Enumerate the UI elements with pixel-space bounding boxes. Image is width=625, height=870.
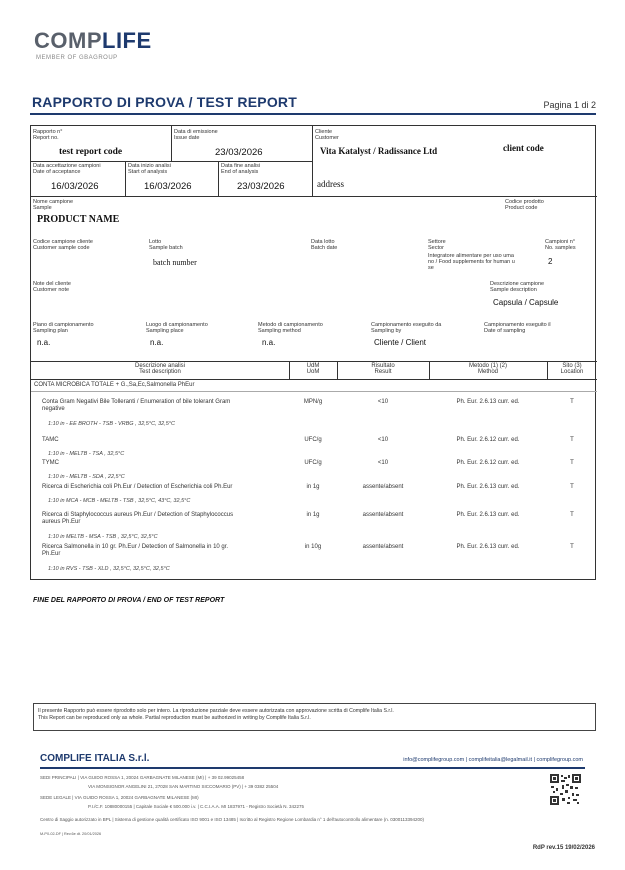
logo-wordmark: COMPLIFE [34, 28, 152, 53]
row-sub-method: 1:10 in MCA - MCB - MELTB - TSB , 32,5°C, 43°C, 32,5°C [48, 498, 191, 504]
table-section: CONTA MICROBICA TOTALE + G.,Sa,Ec,Salmonella PhEur [34, 382, 195, 388]
product-code-label: Codice prodotto Product code [505, 199, 544, 211]
th-method: Metodo (1) (2) Method [468, 363, 507, 375]
row-site: T [570, 460, 574, 466]
row-method: Ph. Eur. 2.6.13 curr. ed. [456, 544, 520, 550]
client-value: Vita Katalyst / Radissance Ltd [320, 146, 438, 156]
row-sub-method: 1:10 in - EE BROTH - TSB - VRBG , 32,5°C, 32,5°C [48, 421, 175, 427]
plan-value: n.a. [37, 338, 51, 347]
sampledby-value: Cliente / Client [374, 338, 427, 347]
sample-desc-label: Descrizione campione Sample description [490, 281, 545, 293]
row-site: T [570, 484, 574, 490]
logo-member-of: MEMBER OF GBAGROUP [36, 55, 118, 61]
row-method: Ph. Eur. 2.6.12 curr. ed. [456, 460, 520, 466]
row-desc: TYMC [42, 460, 59, 466]
row-method: Ph. Eur. 2.6.13 curr. ed. [456, 512, 520, 518]
row-result: <10 [377, 399, 389, 405]
row-desc: Conta Gram Negativi Bile Tolleranti / Enumeration of bile tolerant Gram negative [42, 399, 231, 412]
th-udm: UdM UoM [306, 363, 320, 375]
datesampling-label: Campionamento eseguito il Date of sampling [484, 322, 551, 334]
footer-brand: COMPLIFE ITALIA S.r.l. [40, 753, 150, 764]
row-desc: TAMC [42, 437, 59, 443]
end-label: Data fine analisi End of analysis [221, 163, 261, 175]
product-name-value: PRODUCT NAME [37, 214, 120, 225]
start-label: Data inizio analisi Start of analysis [128, 163, 171, 175]
row-site: T [570, 512, 574, 518]
th-site: Sito (3) Location [560, 363, 584, 375]
disclaimer-en: This Report can be reproduced only as whole. Partial reproduction must be authorized in writing by Complife Italia S.r.l. [38, 715, 311, 721]
method-value: n.a. [262, 338, 276, 347]
th-result: Risultato Result [371, 363, 395, 375]
batch-label: Lotto Sample batch [149, 239, 183, 251]
acceptance-value: 16/03/2026 [51, 181, 99, 192]
footer-line-1: SEDI PRINCIPALI | VIA GUIDO ROSSA 1, 20024 GARBAGNATE MILANESE (MI) | + 39 02.99025458 [40, 775, 245, 780]
footer-line-2: VIA MONSIGNOR ANGELINI 21, 27028 SAN MARTINO SICCOMARIO (PV) | + 39 0382 25504 [88, 784, 279, 789]
row-sub-method: 1:10 in MELTB - MSA - TSB , 32,5°C, 32,5°C [48, 534, 158, 540]
disclaimer-it: Il presente Rapporto può essere riprodotto solo per intero. La riproduzione parziale deve essere autorizzata con approvazione scritta di Complife Italia S.r.l. [38, 708, 394, 714]
qr-code-icon [550, 774, 581, 805]
row-udm: in 1g [306, 512, 320, 518]
footer-contacts[interactable]: info@complifegroup.com | complifeitalia@legalmail.it | complifegroup.com [403, 757, 583, 763]
row-result: assente/absent [362, 512, 404, 518]
sampledby-label: Campionamento eseguito da Sampling by [371, 322, 442, 334]
disclaimer [33, 703, 596, 731]
footer-line-4: P.I./C.F. 10880000155 | Capitale Sociale € 500.000 i.v. | C.C.I.A.A. MI 1837971 - Registro Società N. 342275 [88, 804, 305, 809]
row-udm: UFC/g [304, 460, 322, 466]
row-desc: Ricerca di Escherichia coli Ph.Eur / Detection of Escherichia coli Ph.Eur [42, 484, 233, 490]
page-indicator: Pagina 1 di 2 [543, 100, 596, 110]
row-udm: UFC/g [304, 437, 322, 443]
samples-label: Campioni n° No. samples [545, 239, 576, 251]
row-result: <10 [377, 460, 389, 466]
batch-value: batch number [153, 258, 197, 267]
sector-label: Settore Sector [428, 239, 446, 251]
issue-date-label: Data di emissione Issue date [174, 129, 218, 141]
issue-date-value: 23/03/2026 [215, 147, 263, 158]
report-no-label: Rapporto n° Report no. [33, 129, 63, 141]
report-no-value: test report code [59, 147, 123, 157]
row-method: Ph. Eur. 2.6.13 curr. ed. [456, 399, 520, 405]
sample-label: Nome campione Sample [33, 199, 74, 211]
row-site: T [570, 399, 574, 405]
rdp-revision: RdP rev.15 19/02/2026 [532, 845, 595, 851]
row-udm: in 10g [304, 544, 322, 550]
report-box [30, 125, 596, 580]
row-desc: Ricerca Salmonella in 10 gr. Ph.Eur / Detection of Salmonella in 10 gr. Ph.Eur [42, 544, 229, 557]
acceptance-label: Data accettazione campioni Date of acceptance [33, 163, 101, 175]
complife-logo [34, 20, 174, 68]
row-sub-method: 1:10 in RVS - TSB - XLD , 32,5°C, 32,5°C, 32,5°C [48, 566, 170, 572]
row-result: assente/absent [362, 544, 404, 550]
sector-value: Integratore alimentare per uso uma no / Food supplements for human u se [428, 253, 515, 271]
row-desc: Ricerca di Staphylococcus aureus Ph.Eur / Detection of Staphylococcus aureus Ph.Eur [42, 512, 234, 525]
row-site: T [570, 544, 574, 550]
report-title: RAPPORTO DI PROVA / TEST REPORT [32, 94, 297, 110]
row-result: <10 [377, 437, 389, 443]
place-label: Luogo di campionamento Sampling place [146, 322, 208, 334]
row-sub-method: 1:10 in - MELTB - SDA , 22,5°C [48, 474, 125, 480]
row-method: Ph. Eur. 2.6.12 curr. ed. [456, 437, 520, 443]
method-label: Metodo di campionamento Sampling method [258, 322, 323, 334]
sample-desc-value: Capsula / Capsule [493, 298, 559, 307]
row-udm: MPN/g [303, 399, 323, 405]
row-result: assente/absent [362, 484, 404, 490]
customer-note-label: Note del cliente Customer note [33, 281, 71, 293]
row-udm: in 1g [306, 484, 320, 490]
client-label: Cliente Customer [315, 129, 339, 141]
address-value: address [317, 179, 344, 189]
footer-line-5: Centro di Saggio autorizzato in BPL | Sistema di gestione qualità certificato ISO 9001 e ISO 13485 | Iscritto al Registro Regione Lombardia n° 1 dell'autocontrollo alimentare (n. 0300113394200) [40, 817, 424, 822]
batch-date-label: Data lotto Batch date [311, 239, 338, 251]
th-desc: Descrizione analisi Test description [134, 363, 186, 375]
title-rule [30, 113, 596, 115]
plan-label: Piano di campionamento Sampling plan [33, 322, 94, 334]
footer-line-6: M-P0-02-DF | Rev.6e dt. 20/01/2026 [40, 832, 102, 836]
samples-value: 2 [548, 257, 553, 266]
row-method: Ph. Eur. 2.6.13 curr. ed. [456, 484, 520, 490]
end-value: 23/03/2026 [237, 181, 285, 192]
client-code-value: client code [503, 143, 544, 153]
start-value: 16/03/2026 [144, 181, 192, 192]
row-sub-method: 1:10 in - MELTB - TSA , 32,5°C [48, 451, 125, 457]
footer-line-3: SEDE LEGALE | VIA GUIDO ROSSA 1, 20024 GARBAGNATE MILANESE (MI) [40, 795, 199, 800]
customer-sample-code-label: Codice campione cliente Customer sample code [33, 239, 93, 251]
place-value: n.a. [150, 338, 164, 347]
end-of-report: FINE DEL RAPPORTO DI PROVA / END OF TEST REPORT [33, 597, 225, 604]
row-site: T [570, 437, 574, 443]
